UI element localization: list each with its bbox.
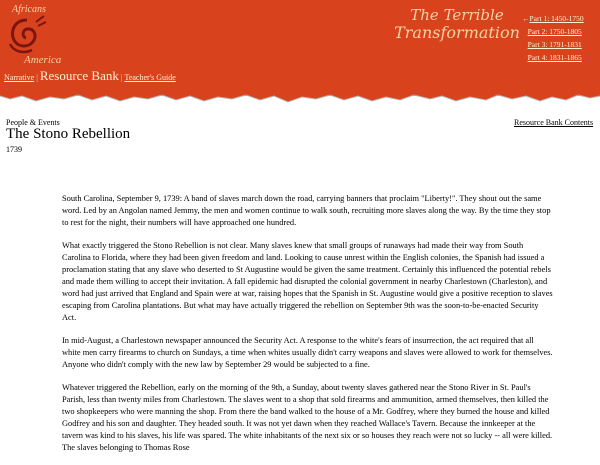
article-paragraph: What exactly triggered the Stono Rebellion is not clear. Many slaves knew that small groups of runaways had made their way from South Carolina to Florida, where they had been given freedom and land. Looking to cause unrest within the English colonies, the Spanish had issued a proclamation stating that any slave who deserted to St Augustine would be given the same treatment. Certainly this influenced the potential rebels and made them willing to accept their invitation. A fall epidemic had disrupted the colonial government in nearby Charlestown (Charleston), and word had just arrived that England and Spain were at war, raising hopes that the Spanish in St. Augustine would give a positive reception to slaves escaping from Carolina plantations. But what may have actually triggered the rebellion on September 9th was the soon-to-be-enacted Security Act. [62, 241, 553, 322]
part-link-row [522, 12, 584, 25]
article-paragraph: In mid-August, a Charlestown newspaper announced the Security Act. A response to the white's fears of insurrection, the act required that all white men carry firearms to church on Sundays, a time when whites usually didn't carry weapons and slaves were allowed to work for themselves. Anyone who didn't comply with the new law by September 29 would be subjected to a fine. [62, 336, 553, 369]
arrow-left-icon: ← [522, 14, 530, 23]
series-title-line2: Transformation [394, 23, 520, 42]
article-paragraph: Whatever triggered the Rebellion, early on the morning of the 9th, a Sunday, about twenty slaves gathered near the Stono River in St. Paul's Parish, less than twenty miles from Charlestown. The slaves went to a shop that sold firearms and ammunition, armed themselves, then killed the two shopkeepers who were manning the shop. From there the band walked to the house of a Mr. Godfrey, where they burned the house and killed Godfrey and his son and daughter. They headed south. It was not yet dawn when they reached Wallace's Tavern. Because the innkeeper at the tavern was kind to his slaves, his life was spared. The white inhabitants of the next six or so houses they reach were not so lucky -- all were killed. The slaves belonging to Thomas Rose [62, 383, 553, 452]
article-body [62, 193, 554, 465]
teachers-guide-link[interactable]: Teacher's Guide [124, 73, 176, 82]
resource-nav: Narrative | Resource Bank | Teacher's Guide [4, 68, 176, 83]
part-link-row [522, 38, 584, 51]
narrative-link[interactable]: Narrative [4, 73, 35, 82]
section-label: People & Events [6, 118, 60, 127]
resource-bank-label: Resource Bank [39, 68, 119, 83]
spiral-emblem-icon [4, 14, 50, 56]
part-2-link[interactable]: Part 2: 1750-1805 [527, 27, 582, 36]
page-title: The Stono Rebellion [6, 126, 131, 142]
part-4-link[interactable]: Part 4: 1831-1865 [527, 53, 582, 62]
series-title-line1: The Terrible [410, 6, 504, 24]
resource-bank-contents-link[interactable]: Resource Bank Contents [514, 118, 594, 127]
logo-word-america: America [24, 54, 62, 66]
part-3-link[interactable]: Part 3: 1791-1831 [527, 40, 582, 49]
article-paragraph: South Carolina, September 9, 1739: A band of slaves march down the road, carrying banners that proclaim "Liberty!". They shout out the same word. Led by an Angolan named Jemmy, the men and women continue to walk south, recruiting more slaves along the way. By the time they stop to rest for the night, their numbers will have approached one hundred. [62, 194, 551, 227]
torn-edge-divider [0, 88, 600, 108]
part-1-link[interactable]: Part 1: 1450-1750 [529, 14, 584, 23]
logo-word-africans: Africans [12, 4, 46, 15]
event-date: 1739 [6, 145, 22, 154]
series-title [392, 6, 522, 42]
part-links [522, 12, 584, 64]
part-link-row [522, 51, 584, 64]
site-logo[interactable] [4, 4, 60, 68]
part-link-row [522, 25, 584, 38]
header-banner [0, 0, 600, 96]
